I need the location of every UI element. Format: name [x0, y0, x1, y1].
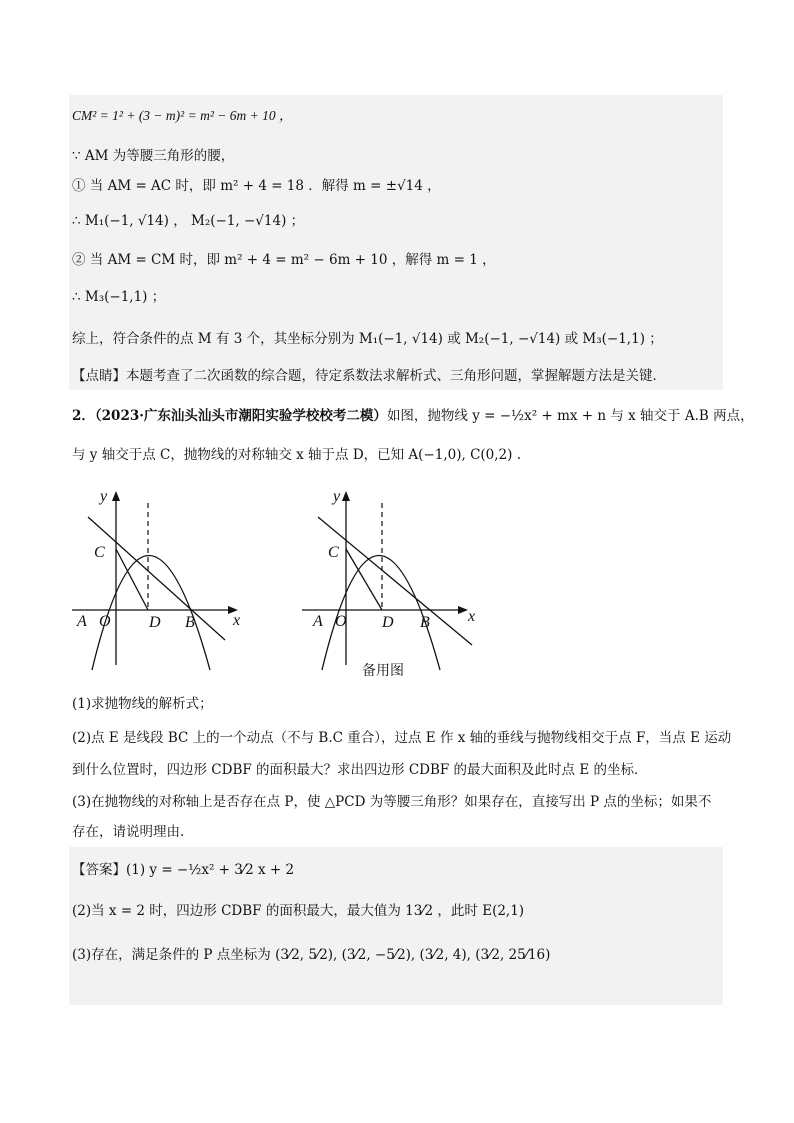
solution-line-7: 综上，符合条件的点 M 有 3 个，其坐标分别为 M₁(−1, √14) 或 M₂(−1, −√14) 或 M₃(−1,1) ； [72, 331, 663, 347]
fig1-label-a: A [77, 613, 87, 630]
answer-2: (2)当 x = 2 时，四边形 CDBF 的面积最大，最大值为 13⁄2 ，此时 E(2,1) [72, 903, 525, 919]
solution-line-3: ① 当 AM = AC 时，即 m² + 4 = 18 ．解得 m = ±√14 ， [72, 178, 441, 194]
fig2-label-c: C [328, 544, 339, 561]
fig2-label-b: B [420, 614, 430, 631]
question-1: (1)求抛物线的解析式； [72, 696, 213, 712]
solution-comment: 【点睛】本题考查了二次函数的综合题，待定系数法求解析式、三角形问题，掌握解题方法是关键． [72, 368, 666, 384]
fig1-label-o: O [99, 613, 111, 630]
parabola-figure [70, 485, 250, 675]
solution-line-1: CM² = 1² + (3 − m)² = m² − 6m + 10 ， [72, 108, 293, 123]
fig1-label-c: C [94, 544, 105, 561]
fig2-label-o: O [335, 613, 347, 630]
solution-line-6: ∴ M₃(−1,1) ； [72, 289, 166, 305]
solution-line-5: ② 当 AM = CM 时，即 m² + 4 = m² − 6m + 10 ，解得 m = 1 ， [72, 252, 496, 268]
fig1-label-b: B [185, 614, 195, 631]
figure-caption: 备用图 [362, 663, 404, 679]
answer-3: (3)存在，满足条件的 P 点坐标为 (3⁄2, 5⁄2), (3⁄2, −5⁄2), (3⁄2, 4), (3⁄2, 25⁄16) [72, 947, 551, 963]
fig2-label-x: x [468, 608, 476, 625]
fig2-label-a: A [313, 613, 323, 630]
question-2-line-2: 到什么位置时，四边形 CDBF 的面积最大？求出四边形 CDBF 的最大面积及此时点 E 的坐标． [72, 762, 648, 778]
problem-stem-1: 如图，抛物线 y = −½x² + mx + n 与 x 轴交于 A.B 两点， [386, 408, 754, 424]
problem-number: 2． [72, 408, 95, 424]
fig1-label-d: D [149, 614, 161, 631]
backup-parabola-figure [300, 485, 480, 675]
answer-1: 【答案】(1) y = −½x² + 3⁄2 x + 2 [72, 862, 295, 878]
fig2-label-d: D [382, 614, 394, 631]
fig2-label-y: y [333, 488, 341, 505]
question-2-line-1: (2)点 E 是线段 BC 上的一个动点（不与 B.C 重合），过点 E 作 x 轴的垂线与抛物线相交于点 F，当点 E 运动 [72, 730, 732, 746]
problem-source: （2023·广东汕头汕头市潮阳实验学校校考二模） [94, 408, 387, 424]
solution-line-2: ∵ AM 为等腰三角形的腰， [72, 148, 235, 164]
fig1-label-x: x [233, 612, 241, 629]
problem-2-line-1 [72, 406, 754, 426]
problem-2-line-2: 与 y 轴交于点 C，抛物线的对称轴交 x 轴于点 D，已知 A(−1,0), C(0,2) . [72, 447, 521, 463]
question-3-line-2: 存在，请说明理由． [72, 824, 194, 840]
question-3-line-1: (3)在抛物线的对称轴上是否存在点 P，使 △PCD 为等腰三角形？如果存在，直接写出 P 点的坐标；如果不 [72, 794, 712, 810]
solution-line-4: ∴ M₁(−1, √14) ， M₂(−1, −√14) ； [72, 213, 305, 229]
fig1-label-y: y [100, 488, 108, 505]
